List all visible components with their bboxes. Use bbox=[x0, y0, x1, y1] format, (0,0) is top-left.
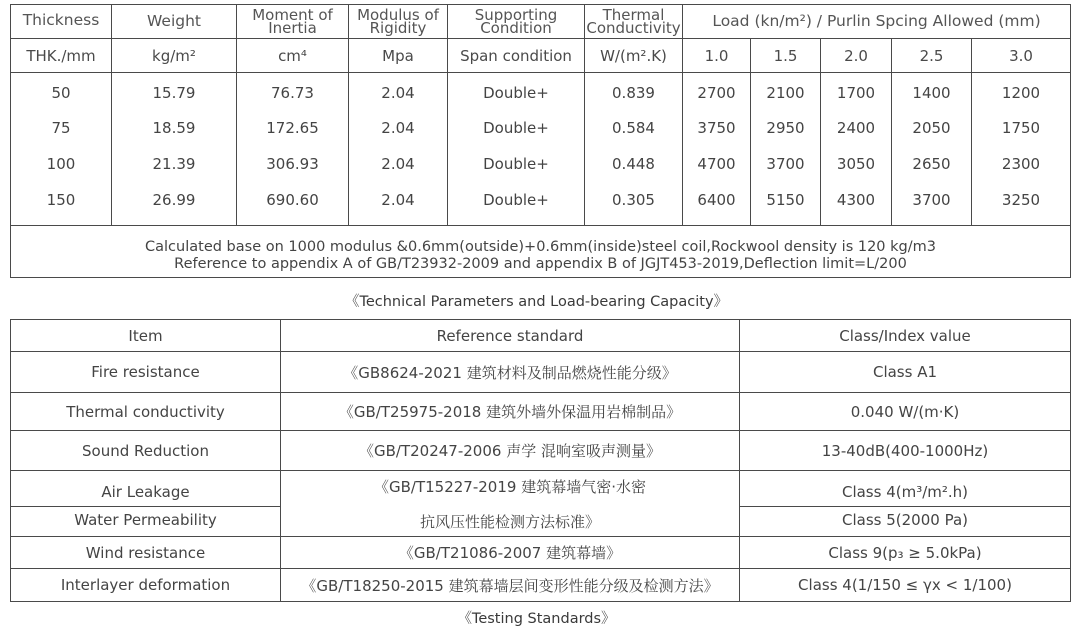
header-modulus-of-rigidity bbox=[349, 5, 447, 38]
cell-span-2.5: 3700 bbox=[912, 191, 951, 209]
unit-thickness: THK./mm bbox=[26, 46, 96, 65]
header-class-index: Class/Index value bbox=[839, 326, 971, 345]
cell-rigidity: 2.04 bbox=[381, 191, 415, 209]
cell-span-1.5: 2950 bbox=[766, 119, 805, 137]
cell-span-1.0: 6400 bbox=[697, 191, 736, 209]
standards-cell-class: Class 9(p₃ ≥ 5.0kPa) bbox=[828, 543, 982, 562]
cell-span-2.0: 3050 bbox=[836, 155, 876, 173]
standards-cell-item: Fire resistance bbox=[91, 363, 200, 381]
header-supporting-line1: Supporting bbox=[474, 5, 558, 24]
cell-conductivity: 0.448 bbox=[612, 155, 655, 173]
header-load-purlin-spacing: Load (kn/m²) / Purlin Spcing Allowed (mm) bbox=[712, 12, 1041, 30]
cell-span-1.5: 5150 bbox=[766, 191, 805, 209]
row-divider bbox=[11, 225, 1070, 226]
load-2.5: 2.5 bbox=[919, 46, 944, 65]
standards-cell-class: Class 4(m³/m².h) bbox=[841, 482, 969, 501]
cell-weight: 15.79 bbox=[152, 84, 196, 102]
standards-cell-class: Class 4(1/150 ≤ γx < 1/100) bbox=[798, 576, 1012, 594]
unit-rigidity: Mpa bbox=[382, 46, 414, 65]
header-supporting-condition bbox=[448, 5, 584, 38]
cell-span-1.0: 2700 bbox=[697, 84, 736, 102]
header-moment-line2: Inertia bbox=[268, 18, 317, 37]
standards-cell-class: Class A1 bbox=[872, 363, 938, 381]
header-thermal-line2: Conductivity bbox=[586, 18, 681, 37]
standards-cell-reference: 抗风压性能检测方法标准》 bbox=[419, 512, 600, 531]
cell-span-1.0: 4700 bbox=[697, 155, 736, 173]
header-moment-of-inertia bbox=[237, 5, 348, 38]
standards-cell-item: Air Leakage bbox=[101, 482, 190, 501]
cell-conductivity: 0.839 bbox=[612, 84, 655, 102]
cell-inertia: 76.73 bbox=[271, 84, 314, 102]
cell-span-3.0: 2300 bbox=[1001, 155, 1041, 173]
cell-inertia: 690.60 bbox=[266, 191, 319, 209]
standards-cell-item: Interlayer deformation bbox=[60, 576, 231, 594]
unit-inertia: cm⁴ bbox=[278, 46, 307, 65]
cell-span-1.5: 3700 bbox=[766, 155, 805, 173]
load-2.0: 2.0 bbox=[844, 46, 868, 65]
standards-cell-reference: 《GB8624-2021 建筑材料及制品燃烧性能分级》 bbox=[343, 363, 677, 382]
unit-span-condition: Span condition bbox=[460, 46, 572, 65]
cell-thickness: 50 bbox=[51, 84, 71, 102]
standards-cell-item: Water Permeability bbox=[74, 511, 217, 529]
header-moment-line1: Moment of bbox=[252, 5, 333, 24]
standards-cell-class: 13-40dB(400-1000Hz) bbox=[821, 441, 989, 460]
note-line-2: Reference to appendix A of GB/T23932-2009 and appendix B of JGJT453-2019,Deflection limit=L/200 bbox=[174, 256, 907, 272]
cell-weight: 18.59 bbox=[152, 119, 196, 137]
standards-cell-reference: 《GB/T25975-2018 建筑外墙外保温用岩棉制品》 bbox=[338, 403, 682, 421]
header-modulus-line2: Rigidity bbox=[369, 18, 427, 37]
cell-inertia: 306.93 bbox=[266, 155, 319, 173]
load-1.0: 1.0 bbox=[704, 46, 729, 65]
cell-support: Double+ bbox=[483, 84, 549, 102]
cell-thickness: 75 bbox=[51, 119, 71, 137]
standards-cell-reference: 《GB/T15227-2019 建筑幕墙气密·水密 bbox=[374, 477, 646, 496]
cell-weight: 26.99 bbox=[152, 191, 196, 209]
cell-support: Double+ bbox=[483, 191, 549, 209]
header-reference-standard: Reference standard bbox=[436, 326, 584, 345]
cell-span-1.0: 3750 bbox=[697, 119, 736, 137]
cell-span-1.5: 2100 bbox=[766, 84, 805, 102]
caption-technical-parameters: 《Technical Parameters and Load-bearing Capacity》 bbox=[344, 294, 729, 310]
header-thickness: Thickness bbox=[22, 10, 100, 29]
cell-span-3.0: 3250 bbox=[1001, 191, 1041, 209]
standards-cell-class: 0.040 W/(m·K) bbox=[850, 402, 960, 421]
header-thermal-conductivity bbox=[585, 5, 682, 38]
cell-span-2.5: 2650 bbox=[912, 155, 951, 173]
technical-parameters-table bbox=[10, 4, 1071, 278]
standards-cell-reference: 《GB/T20247-2006 声学 混响室吸声测量》 bbox=[359, 442, 661, 460]
cell-inertia: 172.65 bbox=[266, 119, 319, 137]
standards-cell-item: Wind resistance bbox=[85, 543, 206, 562]
cell-conductivity: 0.584 bbox=[612, 119, 655, 137]
caption-testing-standards: 《Testing Standards》 bbox=[457, 611, 616, 627]
header-weight: Weight bbox=[146, 11, 201, 30]
cell-span-2.5: 1400 bbox=[912, 84, 951, 102]
standards-cell-item: Sound Reduction bbox=[82, 441, 209, 460]
cell-support: Double+ bbox=[483, 119, 549, 137]
standards-cell-reference: 《GB/T21086-2007 建筑幕墙》 bbox=[398, 544, 622, 562]
cell-span-2.0: 2400 bbox=[836, 119, 876, 137]
cell-thickness: 150 bbox=[46, 191, 76, 209]
unit-conductivity: W/(m².K) bbox=[600, 46, 667, 65]
load-3.0: 3.0 bbox=[1009, 46, 1033, 65]
row-divider bbox=[11, 72, 1070, 73]
cell-rigidity: 2.04 bbox=[381, 84, 415, 102]
standards-cell-reference: 《GB/T18250-2015 建筑幕墙层间变形性能分级及检测方法》 bbox=[301, 576, 719, 595]
cell-weight: 21.39 bbox=[152, 155, 196, 173]
header-item: Item bbox=[128, 326, 163, 345]
cell-support: Double+ bbox=[483, 155, 549, 173]
cell-rigidity: 2.04 bbox=[381, 155, 415, 173]
unit-weight: kg/m² bbox=[152, 46, 196, 65]
cell-rigidity: 2.04 bbox=[381, 119, 415, 137]
cell-span-2.0: 1700 bbox=[836, 84, 876, 102]
cell-span-3.0: 1200 bbox=[1001, 84, 1041, 102]
header-thermal-line1: Thermal bbox=[602, 5, 665, 24]
standards-cell-item: Thermal conductivity bbox=[66, 402, 225, 421]
standards-cell-class: Class 5(2000 Pa) bbox=[842, 511, 968, 529]
testing-standards-table bbox=[10, 319, 1071, 602]
header-modulus-line1: Modulus of bbox=[357, 5, 439, 24]
header-supporting-line2: Condition bbox=[480, 18, 552, 37]
cell-span-2.0: 4300 bbox=[836, 191, 876, 209]
cell-span-2.5: 2050 bbox=[912, 119, 951, 137]
cell-conductivity: 0.305 bbox=[612, 191, 655, 209]
load-1.5: 1.5 bbox=[773, 46, 798, 65]
cell-span-3.0: 1750 bbox=[1001, 119, 1041, 137]
cell-thickness: 100 bbox=[46, 155, 76, 173]
note-line-1: Calculated base on 1000 modulus &0.6mm(outside)+0.6mm(inside)steel coil,Rockwool density is 120 kg/m3 bbox=[145, 239, 936, 255]
